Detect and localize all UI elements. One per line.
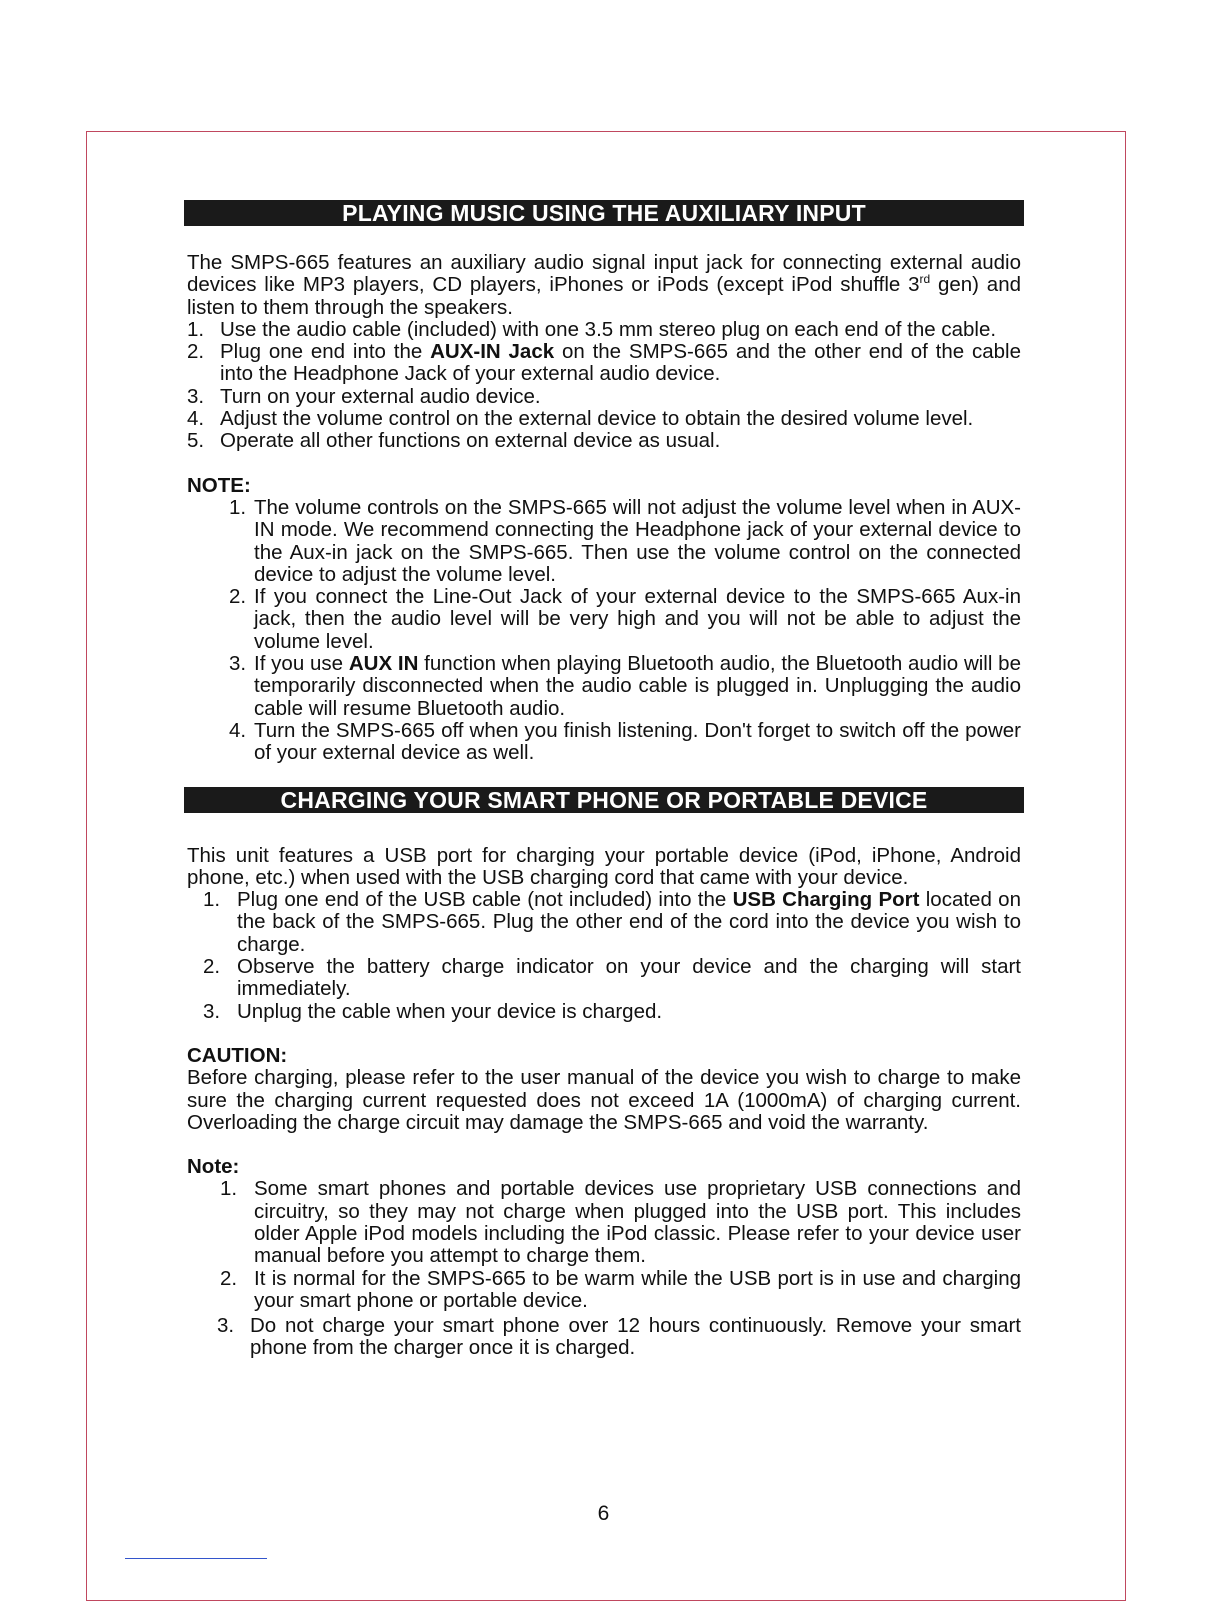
note-text: If you use bbox=[254, 652, 349, 676]
step-number: 2. bbox=[203, 955, 221, 979]
aux-note bbox=[187, 720, 1021, 765]
aux-intro-text: The SMPS-665 features an auxiliary audio signal input jack for connecting external audio devices like MP3 players, CD players, iPhones or iPods (except iPod shuffle 3 bbox=[187, 251, 1021, 297]
aux-step bbox=[187, 341, 1021, 386]
step-text: Operate all other functions on external device as usual. bbox=[220, 429, 721, 453]
note-number: 1. bbox=[229, 495, 247, 519]
charging-step bbox=[187, 956, 1021, 1001]
aux-steps bbox=[187, 319, 1021, 453]
note-number: 2. bbox=[220, 1266, 238, 1290]
charging-note bbox=[187, 1178, 1021, 1267]
charging-steps bbox=[187, 889, 1021, 1023]
aux-note bbox=[187, 586, 1021, 653]
step-text: Unplug the cable when your device is charged. bbox=[237, 999, 663, 1023]
note-text: Some smart phones and portable devices use proprietary USB connections and circuitry, so they may not charge when plugged into the USB port. This includes older Apple iPod models including the iPod classic. Please refer to your device user manual before you attempt to charge them. bbox=[254, 1177, 1021, 1268]
note-text: Turn the SMPS-665 off when you finish listening. Don't forget to switch off the power of your external device as well. bbox=[254, 718, 1021, 765]
page-number: 6 bbox=[597, 1502, 610, 1525]
charging-step bbox=[187, 1001, 1021, 1023]
charging-step bbox=[187, 889, 1021, 956]
section-heading-aux: PLAYING MUSIC USING THE AUXILIARY INPUT bbox=[184, 200, 1024, 226]
aux-step bbox=[187, 386, 1021, 408]
aux-notes bbox=[187, 497, 1021, 765]
note-text: function when playing Bluetooth audio, the Bluetooth audio will be temporarily disconnected when the audio cable is plugged in. Unplugging the audio cable will resume Bluetooth audio. bbox=[254, 652, 1021, 720]
section-heading-charging: CHARGING YOUR SMART PHONE OR PORTABLE DEVICE bbox=[184, 787, 1024, 813]
step-text: Observe the battery charge indicator on your device and the charging will start immediately. bbox=[237, 955, 1021, 1001]
aux-step bbox=[187, 408, 1021, 430]
charging-note-label: Note: bbox=[187, 1155, 240, 1179]
aux-intro-superscript: rd bbox=[919, 272, 931, 287]
step-number: 4. bbox=[187, 407, 205, 431]
page-content bbox=[187, 200, 1021, 1360]
aux-in-jack-label: AUX-IN Jack bbox=[430, 340, 555, 364]
aux-intro-end: gen) and listen to them through the speakers. bbox=[187, 273, 1021, 319]
aux-note-label: NOTE: bbox=[187, 473, 251, 497]
note-text: It is normal for the SMPS-665 to be warm while the USB port is in use and charging your smart phone or portable device. bbox=[254, 1266, 1021, 1312]
aux-step bbox=[187, 319, 1021, 341]
step-text: Plug one end of the USB cable (not included) into the bbox=[237, 888, 733, 912]
step-text: on the SMPS-665 and the other end of the cable into the Headphone Jack of your external audio device. bbox=[220, 340, 1021, 386]
note-text: The volume controls on the SMPS-665 will not adjust the volume level when in AUX-IN mode. We recommend connecting the Headphone jack of your external device to the Aux-in jack on the SMPS-665. Then use the volume control on the connected device to adjust the volume level. bbox=[254, 495, 1021, 586]
note-number: 1. bbox=[220, 1177, 238, 1201]
step-text: Plug one end into the bbox=[220, 340, 431, 364]
charging-note bbox=[187, 1268, 1021, 1313]
step-number: 5. bbox=[187, 429, 205, 453]
caution-text: Before charging, please refer to the user manual of the device you wish to charge to make sure the charging current requested does not exceed 1A (1000mA) of charging current. Overloading the charge circuit may damage the SMPS-665 and void the warranty. bbox=[187, 1066, 1021, 1134]
note-number: 3. bbox=[217, 1314, 235, 1338]
step-number: 1. bbox=[203, 888, 221, 912]
step-number: 1. bbox=[187, 317, 205, 341]
step-number: 3. bbox=[203, 999, 221, 1023]
step-text: Adjust the volume control on the external device to obtain the desired volume level. bbox=[220, 407, 974, 431]
note-number: 4. bbox=[229, 718, 247, 742]
step-number: 3. bbox=[187, 384, 205, 408]
note-number: 3. bbox=[229, 652, 247, 676]
footer-rule bbox=[125, 1558, 267, 1559]
note-number: 2. bbox=[229, 585, 247, 609]
charging-notes-extra bbox=[187, 1315, 1021, 1360]
step-text: Use the audio cable (included) with one 3.5 mm stereo plug on each end of the cable. bbox=[220, 317, 997, 341]
note-text: If you connect the Line-Out Jack of your external device to the SMPS-665 Aux-in jack, then the audio level will be very high and you will not be able to adjust the volume level. bbox=[254, 585, 1021, 653]
aux-note bbox=[187, 497, 1021, 586]
usb-charging-port-label: USB Charging Port bbox=[732, 888, 920, 912]
charging-note bbox=[187, 1315, 1021, 1360]
caution-label: CAUTION: bbox=[187, 1043, 288, 1067]
charging-intro: This unit features a USB port for charging your portable device (iPod, iPhone, Android phone, etc.) when used with the USB charging cord that came with your device. bbox=[187, 843, 1021, 889]
step-text: Turn on your external audio device. bbox=[220, 384, 541, 408]
aux-note bbox=[187, 653, 1021, 720]
aux-step bbox=[187, 430, 1021, 452]
step-text: located on the back of the SMPS-665. Plug the other end of the cord into the device you wish to charge. bbox=[237, 888, 1021, 956]
charging-notes bbox=[187, 1178, 1021, 1312]
aux-intro bbox=[187, 252, 1021, 319]
aux-in-label: AUX IN bbox=[348, 652, 419, 676]
step-number: 2. bbox=[187, 340, 205, 364]
note-text: Do not charge your smart phone over 12 hours continuously. Remove your smart phone from the charger once it is charged. bbox=[250, 1314, 1021, 1360]
